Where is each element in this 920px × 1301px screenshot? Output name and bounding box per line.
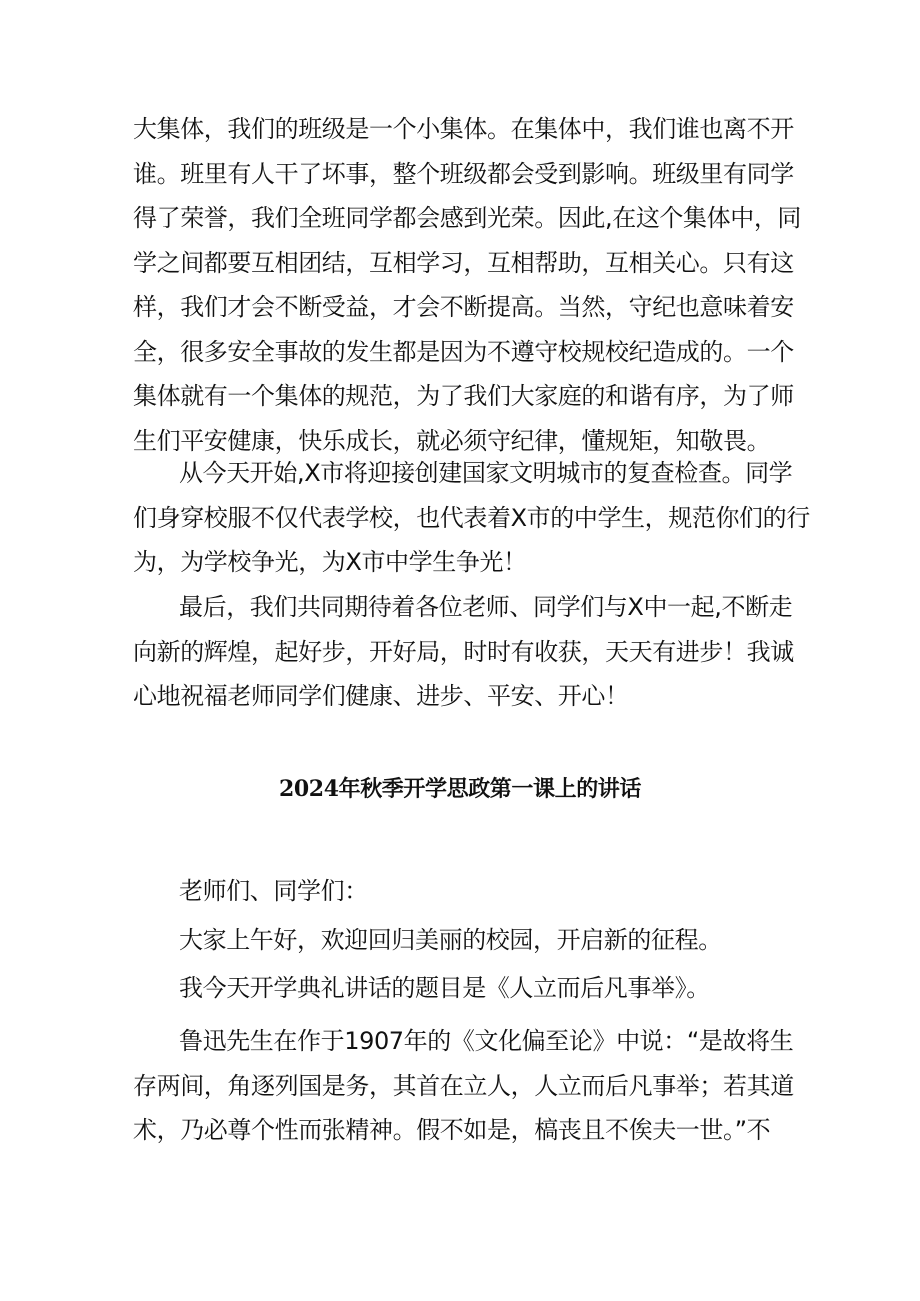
- quote-paragraph: [133, 1019, 793, 1153]
- text-line: 大集体，我们的班级是一个小集体。在集体中，我们谁也离不开: [133, 115, 794, 143]
- text-line: 全，很多安全事故的发生都是因为不遵守校规校纪造成的。一个: [133, 337, 794, 366]
- text-line: 从今天开始,X市将迎接创建国家文明城市的复查检查。同学: [179, 459, 793, 487]
- city-paragraph: [133, 451, 810, 585]
- greeting: 大家上午好，欢迎回归美丽的校园，开启新的征程。: [179, 926, 722, 954]
- text-line: 样，我们才会不断受益，才会不断提高。当然，守纪也意味着安: [133, 293, 794, 321]
- text-line: 为，为学校争光，为X市中学生争光！: [133, 548, 527, 576]
- continuation-paragraph: [133, 107, 802, 463]
- text-line: 存两间，角逐列国是务，其首在立人，人立而后凡事举；若其道: [133, 1071, 794, 1100]
- speech-title: 2024年秋季开学思政第一课上的讲话: [278, 776, 642, 802]
- text-line: 术，乃必尊个性而张精神。假不如是，槁丧且不俟夫一世。”不: [133, 1116, 771, 1144]
- text-line: 们身穿校服不仅代表学校，也代表着X市的中学生，规范你们的行: [133, 503, 810, 532]
- text-line: 集体就有一个集体的规范，为了我们大家庭的和谐有序，为了师: [133, 382, 794, 410]
- closing-paragraph: [133, 585, 793, 719]
- text-line: 向新的辉煌，起好步，开好局，时时有收获，天天有进步！我诚: [133, 637, 794, 666]
- text-line: 鲁迅先生在作于1907年的《文化偏至论》中说：“是故将生: [179, 1027, 794, 1055]
- text-line: 最后，我们共同期待着各位老师、同学们与X中一起,不断走: [179, 593, 793, 621]
- text-line: 心地祝福老师同学们健康、进步、平安、开心！: [133, 682, 629, 710]
- salutation: 老师们、同学们：: [179, 877, 368, 905]
- text-line: 生们平安健康，快乐成长，就必须守纪律，懂规矩，知敬畏。: [133, 426, 771, 455]
- topic-sentence: 我今天开学典礼讲话的题目是《人立而后凡事举》。: [179, 974, 710, 1002]
- text-line: 谁。班里有人干了坏事，整个班级都会受到影响。班级里有同学: [133, 159, 794, 188]
- text-line: 得了荣誉，我们全班同学都会感到光荣。因此,在这个集体中，同: [133, 204, 802, 232]
- text-line: 学之间都要互相团结，互相学习，互相帮助，互相关心。只有这: [133, 248, 794, 277]
